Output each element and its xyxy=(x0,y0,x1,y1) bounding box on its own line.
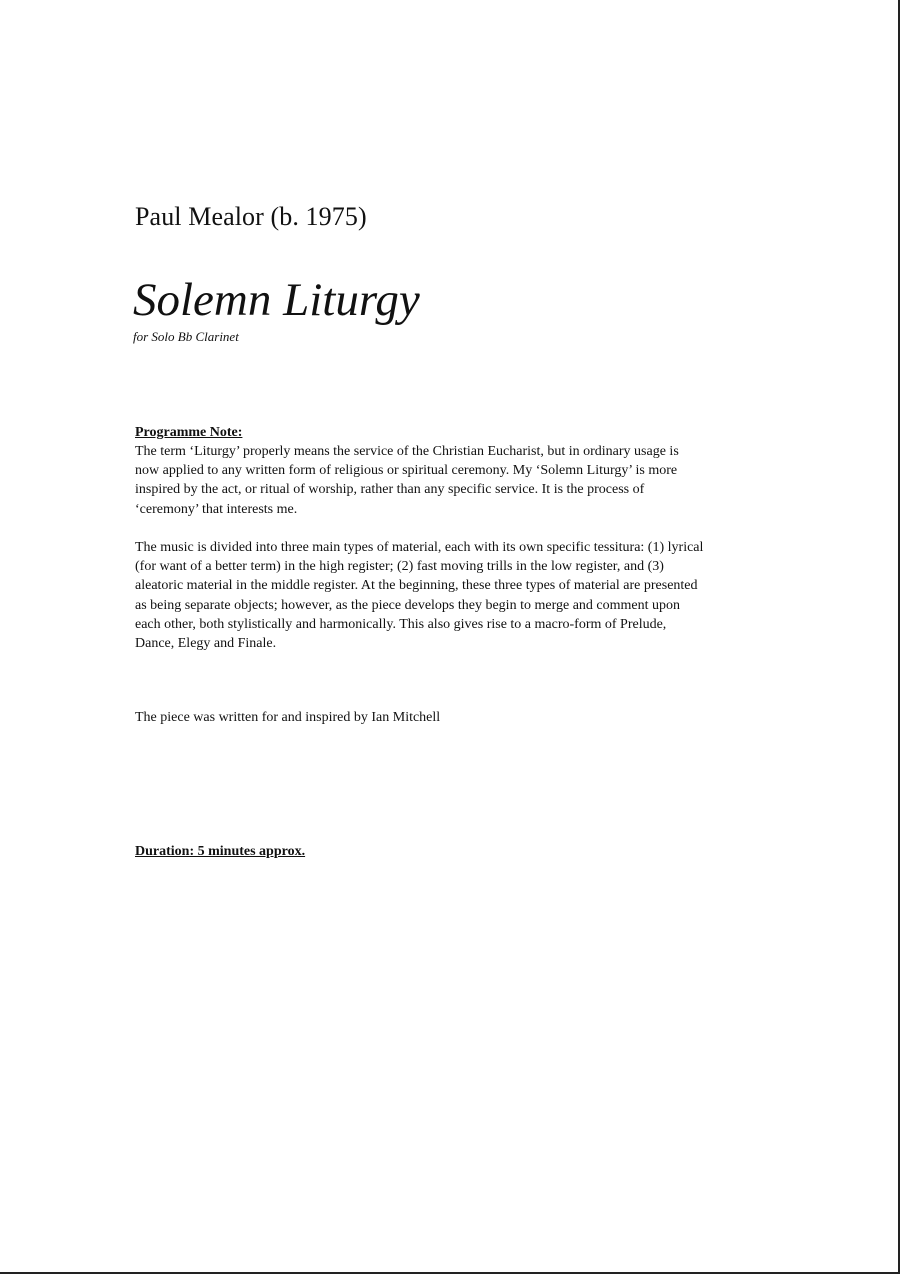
instrumentation: for Solo Bb Clarinet xyxy=(133,329,239,344)
duration-label: Duration: 5 minutes approx. xyxy=(135,844,306,859)
programme-note-paragraph: The music is divided into three main types of material, each with its own specific tessitura: (1) lyrical (for want of a better term) in the high register; (2) fast moving trills in the low register, and (3) aleatoric material in the middle register. At the beginning, these three types of material are presented as being separate objects; however, as the piece develops they begin to merge and comment upon each other, both stylistically and harmonically. This also gives rise to a macro-form of Prelude, Dance, Elegy and Finale. xyxy=(135,540,704,652)
work-title: Solemn Liturgy xyxy=(133,274,420,326)
programme-note-heading: Programme Note: xyxy=(135,425,243,440)
composer-name: Paul Mealor (b. 1975) xyxy=(135,202,367,231)
programme-note-paragraph: The term ‘Liturgy’ properly means the service of the Christian Eucharist, but in ordinary usage is now applied to any written form of religious or spiritual ceremony. My ‘Solemn Liturgy’ is more inspired by the act, or ritual of worship, rather than any specific service. It is the process of ‘ceremony’ that interests me. xyxy=(135,444,679,517)
dedication-text: The piece was written for and inspired by Ian Mitchell xyxy=(135,710,441,725)
